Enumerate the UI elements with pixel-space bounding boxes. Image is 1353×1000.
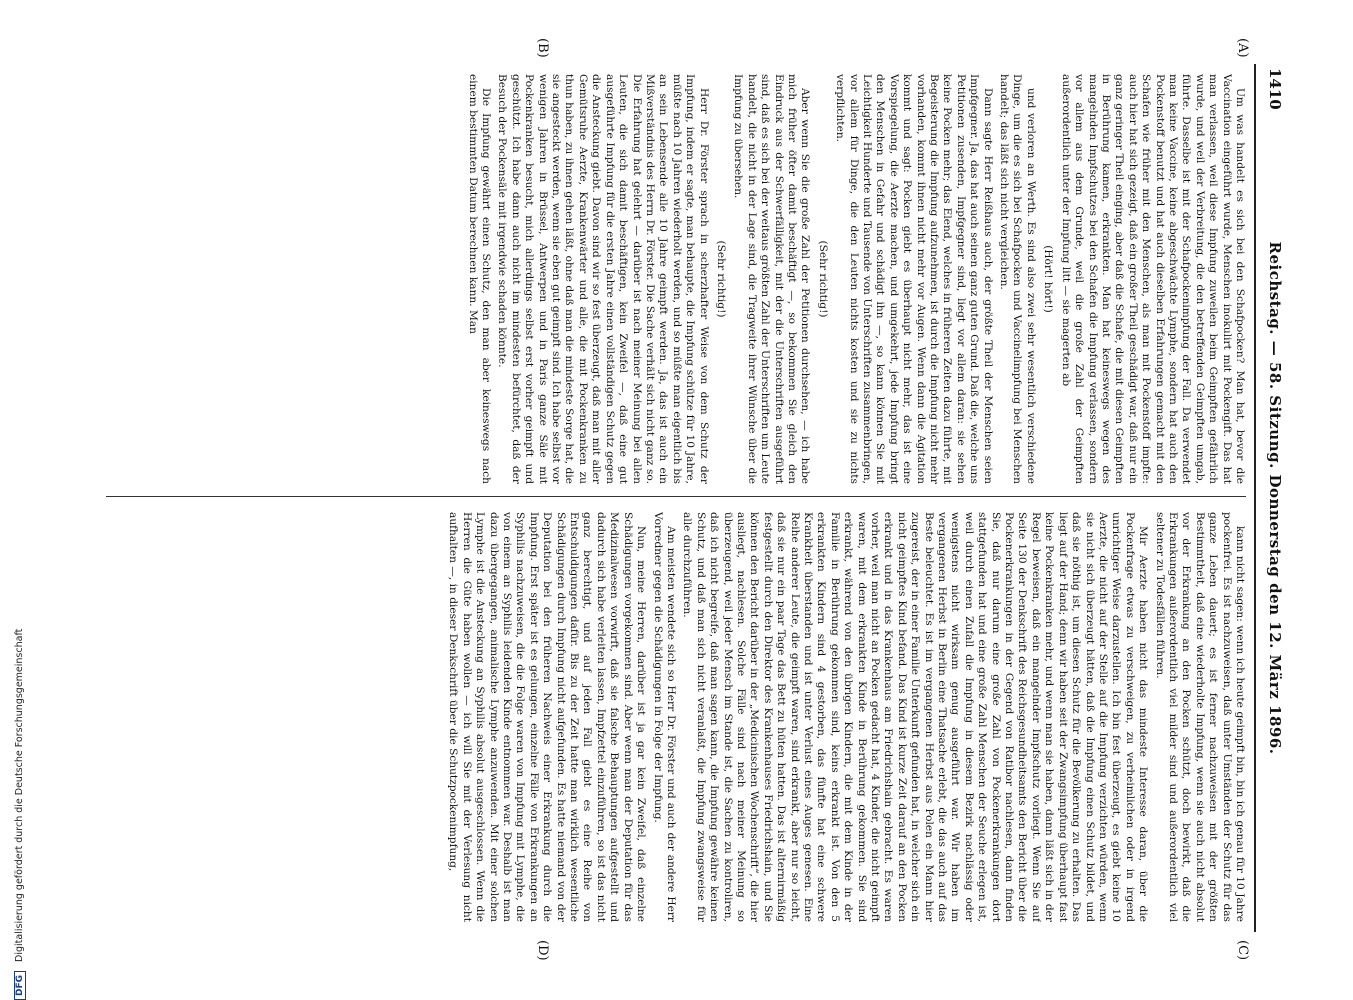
text-columns — [106, 64, 1246, 932]
page-header — [1254, 64, 1290, 932]
margin-mark-c: (C) — [1235, 940, 1250, 961]
paragraph: Am meisten wendete sich so Herr Dr. Förster und auch der andere Herr Vorredner gegen die Schädigungen in Folge der Impfung. — [651, 512, 677, 922]
digitization-credit — [14, 0, 28, 1000]
rotated-page — [100, 38, 1290, 961]
running-title: Reichstag. — 58. Sitzung. Donnerstag den 12. März 1896. — [1266, 241, 1284, 755]
credit-text: Digitalisierung gefördert durch die Deutsche Forschungsgemeinschaft — [14, 628, 25, 962]
dfg-logo: DFG — [14, 971, 26, 1000]
margin-mark-d: (D) — [535, 940, 550, 961]
margin-mark-a: (A) — [1235, 38, 1250, 58]
paragraph: Die Impfung gewährt einen Schutz, den man aber keineswegs nach einem bestimmten Datum berechnen kann. Man — [466, 74, 493, 484]
paragraph: und verloren an Werth. Es sind also zwei sehr wesentlich verschiedene Dinge, um die es sich bei Schafpocken und Vaccinelimpfung bei Menschen handelt; das läßt sich nicht vergleichen. — [998, 74, 1037, 484]
left-column — [106, 74, 1246, 484]
interjection: (Hört! hört!) — [1042, 245, 1055, 313]
page-number: 1410 — [1266, 68, 1284, 110]
paragraph: kann nicht sagen: wenn ich heute geimpft bin, bin ich genau für 10 Jahre pockenfrei. Es ist nachzuweisen, daß unter Umständen der Schutz für das ganze Leben dauert; es ist ferner nachzuweisen mit der größten Bestimmtheit, daß eine wiederholte Impfung, wenn sie auch nicht absolut vor der Erkrankung an den Pocken schützt, doch bewirkt, daß die Erkrankungen außerordentlich viel milder sind und außerordentlich viel seltener zu Todesfällen führen. — [1153, 512, 1246, 922]
paragraph: Herr Dr. Förster sprach in scherzhafter Weise von dem Schutz der Impfung, indem er sagte, man behaupte, die Impfung schütze für 10 Jahre, müßte nach 10 Jahren wiederholt werden, und so müßte man eigentlich bis an sein Lebensende alle 10 Jahre geimpft werden. Ja, das ist auch ein Mißverständnis des Herrn Dr. Förster. Die Sache verhält sich nicht ganz so. Die Erfahrung hat gelehrt — darüber ist nach meiner Meinung bei allen Leuten, die sich damit beschäftigen, kein Zweifel —, daß eine gut ausgeführte Impfung für die ersten Jahre einen vollständigen Schutz gegen die Ansteckung giebt. Davon sind wir so fest überzeugt, daß man mit aller Gemütsruhe Aerzte, Krankenwärter und alle, die mit Pockenkranken zu thun haben, zu ihnen gehen läßt, ohne daß man die mindeste Sorge hat, die sie angesteckt werden, wenn sie eben gut geimpft sind. Ich habe selbst vor wenigen Jahren in Brüssel, Antwerpen und in Paris ganze Säle mit Pockenkranken besucht, mich allerdings selbst erst vorher geimpft und geschützt. Ich habe dann auch nicht im mindesten befürchtet, daß der Besuch der Pockensäle mit irgendwie schaden könnte. — [496, 74, 710, 484]
interjection: (Sehr richtig!) — [816, 240, 829, 318]
margin-mark-b: (B) — [535, 38, 550, 58]
paragraph: Um was handelt es sich bei den Schafpocken? Man hat, bevor die Vaccination eingeführt wurde, Menschen inokulirt mit Pockengift. Das hat man verlassen, weil diese Impfung zuweilen beim Geimpften gefährlich wurde, und weil der Verbreitung, die den betreffenden Geimpften umgab, führte. Dasselbe ist mit der Schafpockenimpfung der Fall. Da verwendet man keine Vaccine, keine abgeschwächte Lymphe, sondern hat auch den Pockenstoff benutzt und hat auch dieselben Erfahrungen gemacht mit den Schafen wie früher mit den Menschen, als man mit Pockenstoff impfte: auch hier hat sich gezeigt, daß ein großer Theil geschädigt war, daß nur ein ganz geringer Theil einging, aber daß die Schafe, die mit diesen Geimpften in Berührung kamen, erkrankten. Man hat keineswegs wegen des mangelnden Impfschutzes bei den Schafen die Impfung verlassen, sondern vor allem aus dem Grunde, weil die große Zahl der Geimpften außerordentlich unter der Impfung litt — sie magerten ab — [1059, 74, 1246, 484]
paragraph: Aber wenn Sie die große Zahl der Petitionen durchsehen, — ich habe mich früher öfter damit beschäftigt —, so bekommen Sie gleich den Eindruck aus der Schwerfälligkeit, mit der die Unterschriften ausgeführt sind, daß es sich bei der weitaus größten Zahl der Unterschriften um Leute handelt, die nicht in der Lage sind, die Tragweite ihrer Wünsche über die Impfung zu übersehen. — [732, 74, 812, 484]
paragraph: Dann sagte Herr Reißhaus auch, der größte Theil der Menschen seien Impfgegner. Ja, das hat auch seinen ganz guten Grund. Daß die, welche uns Petitionen zusenden, Impfgegner sind, liegt vor allem daran: sie sehen keine Pocken mehr; das Elend, welches in früheren Zeiten dazu führte, mit Begeisterung die Impfung aufzunehmen, ist durch die Impfung nicht mehr vorhanden, kommt ihnen nicht mehr vor Augen. Wenn dann die Agitation kommt und sagt: Pocken giebt es überhaupt nicht mehr, das ist eine Vorspiegelung, die Aerzte machen, und umgekehrt, jede Impfung bringt den Menschen in Gefahr und schädigt ihn —, so kann können Sie mit Leichtigkeit Hunderte und Tausende von Unterschriften zusammenbringen, vor allem für Dinge, die den Leuten nichts kosten und sie zu nichts verpflichten. — [834, 74, 994, 484]
paragraph: Mir Aerzte haben nicht das mindeste Interesse daran, über die Pockenfrage etwas zu verschweigen, zu verheimlichen oder in irgend unrichtiger Weise darzustellen. Ich bin fest überzeugt, es giebt keine 10 Aerzte, die nicht auf der Stelle auf die Impfung verzichten würden, wenn sie nicht sich überzeugt hätten, daß die Impfung einen Schutz bildet, und daß sie nöthig ist, um diesen Schutz für die Bevölkerung zu erhalten. Das liegt auf der Hand; denn wir haben seit der Zwangsimpfung überhaupt fast keine Pockenkranken mehr, und wenn man sie haben, dann läßt sich in der Regel beweisen, daß ein mangelnder Impfschutz vorliegt. Wenn Sie auf Seite 130 der Denkschrift des Reichsgesundheitsamts den Bericht über die Pockenerkrankungen in der Gegend von Ratibor nachlesen, dann finden Sie, daß nur darum eine große Zahl von Pockenerkrankungen dort stattgefunden hat und eine große Zahl Menschen der Seuche erlegen ist, weil durch einen Zufall die Impfung in diesem Bezirk nachlässig oder wenigstens nicht wirksam genug ausgeführt war. Wir haben im vergangenen Herbst in Berlin eine Thatsache erlebt, die das auch auf das Beste beleuchtet. Es ist im vergangenen Herbst aus Polen ein Mann hier zugereist, der in einer Familie Unterkunft gefunden hat, in welcher sich ein nicht geimpftes Kind befand. Das Kind ist kurze Zeit darauf an den Pocken erkrankt und in das Krankenhaus am Friedrichshain gebracht. Es waren vorher, weil man nicht an Pocken gedacht hat, 4 Kinder, die nicht geimpft waren, mit dem erkrankten Kinde in Berührung gekommen. Sie sind erkrankt, während von den übrigen Kindern, die mit dem Kinde in der Familie in Berührung gekommen sind, keins erkrankt ist. Von den 5 erkrankten Kindern sind 4 gestorben, das fünfte hat eine schwere Krankheit überstanden und ist unter Verlust eines Auges genesen. Eine Reihe anderer Leute, die geimpft waren, sind erkrankt, aber nur so leicht, daß sie nur ein paar Tage das Bett zu hüten hatten. Das ist alternirmäßig festgestellt durch den Direktor des Krankenhauses Friedrichshain, und Sie können den Bericht darüber in der „Medicinischen Wochenschrift“, die hier ausliegt, nachlesen. Solche Fälle sind nach meiner Meinung so überzeugend, weil jeder Mensch im Stande ist, die Sachen zu kontroliren, daß ich nicht begreife, daß man sagen kann, die Impfung gewähre keinen Schutz, und daß man sich nicht veranlaßt, die Impfung zwangsweise für alle durchzuführen. — [681, 512, 1150, 922]
column-divider — [106, 496, 1246, 497]
interjection: (Sehr richtig!) — [714, 240, 727, 318]
right-column — [106, 512, 1246, 922]
paragraph: Nun, meine Herren, darüber ist ja gar kein Zweifel, daß einzelne Schädigungen vorgekommen sind. Aber wenn man der Deputation für das Medizinalwesen vorwirft, daß sie falsche Behauptungen aufgestellt und dadurch sich habe verleiten lassen, Impfzettel einzuführen, so ist das nicht ganz berechtigt, und auf jeden Fall giebt es eine Reihe von Entschuldigungen dafür. Bis zu der Zeit hatte man wirklich wesentliche Schädigungen durch Impfung nicht aufgefunden. Es hatte niemand von der Deputation bei den früheren Nachweis einer Erkrankung durch die Impfung. Erst später ist es gelungen, einzelne Fälle von Erkrankungen an Syphilis nachzuweisen, die die Folge waren von Impfung mit Lymphe, die von einem an Syphilis leidenden Kinde entnommen war. Deshalb ist man dazu übergegangen, animalische Lymphe anzuwenden. Mit einer solchen Lymphe ist die Ansteckung an Syphilis absolut ausgeschlossen. Wenn die Herren die Güte haben wollen — ich will Sie mit der Verlesung nicht aufhalten —, in dieser Denkschrift über die Schutzpockenimpfung, — [447, 512, 648, 922]
